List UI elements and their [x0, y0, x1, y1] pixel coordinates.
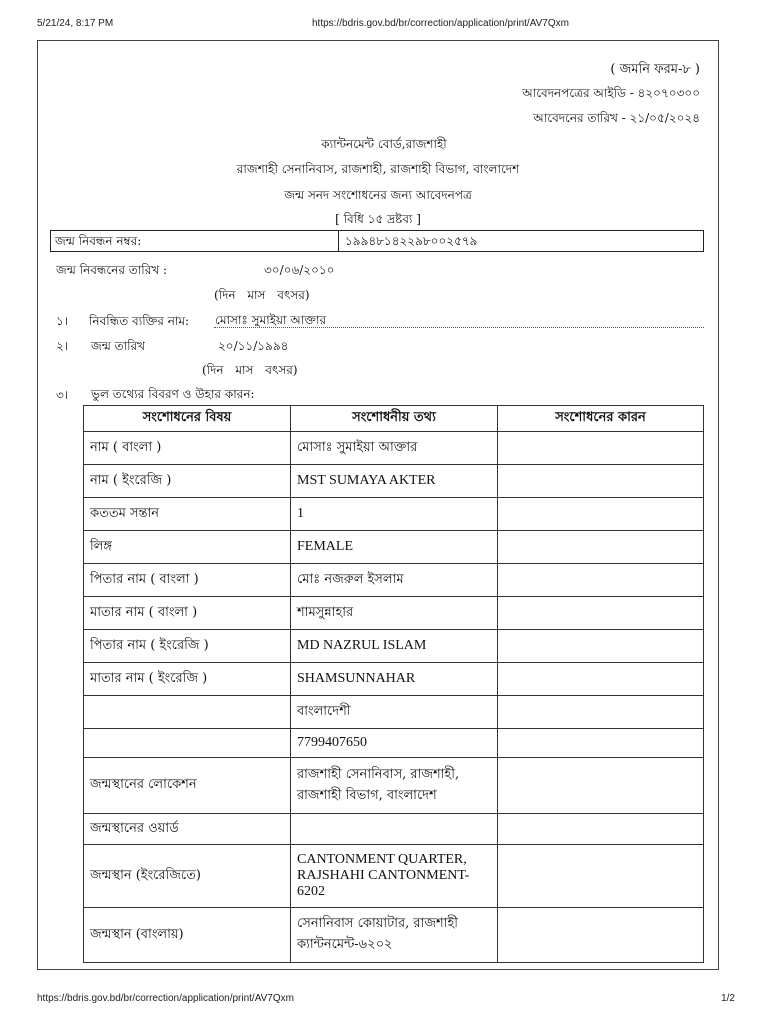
row-reason — [498, 432, 704, 465]
row-info: মোঃ নজরুল ইসলাম — [291, 564, 498, 597]
registration-number-label: জন্ম নিবন্ধন নম্বর: — [51, 231, 339, 251]
page-number: 1/2 — [721, 993, 735, 1004]
row-info: সেনানিবাস কোয়াটার, রাজশাহী ক্যান্টনমেন্ট-৬২০২ — [291, 908, 498, 963]
correction-table — [83, 405, 704, 963]
row-info: MD NAZRUL ISLAM — [291, 630, 498, 663]
row-subject: জন্মস্থান (ইংরেজিতে) — [84, 845, 291, 908]
row-info: MST SUMAYA AKTER — [291, 465, 498, 498]
dob-format: (দিন মাস বৎসর) — [202, 363, 298, 377]
registered-name-value: মোসাঃ সুমাইয়া আক্তার — [215, 313, 327, 327]
row-reason — [498, 663, 704, 696]
registered-name-label: নিবন্ধিত ব্যক্তির নাম: — [89, 314, 190, 328]
print-url-header: https://bdris.gov.bd/br/correction/application/print/AV7Qxm — [312, 18, 569, 29]
row-info — [291, 814, 498, 845]
table-row — [84, 729, 704, 758]
row-reason — [498, 845, 704, 908]
row-info: শামসুন্নাহার — [291, 597, 498, 630]
dob-label: জন্ম তারিখ — [91, 339, 146, 353]
table-row — [84, 465, 704, 498]
row-reason — [498, 597, 704, 630]
row-reason — [498, 814, 704, 845]
table-row — [84, 845, 704, 908]
table-row — [84, 597, 704, 630]
row-subject — [84, 729, 291, 758]
table-row — [84, 564, 704, 597]
row-reason — [498, 465, 704, 498]
table-row — [84, 531, 704, 564]
row-subject: কততম সন্তান — [84, 498, 291, 531]
row-subject: জন্মস্থানের ওয়ার্ড — [84, 814, 291, 845]
row-reason — [498, 696, 704, 729]
row-reason — [498, 531, 704, 564]
rule-reference: [ বিধি ১৫ দ্রষ্টব্য ] — [335, 212, 421, 226]
row-subject: মাতার নাম ( বাংলা ) — [84, 597, 291, 630]
row-subject: পিতার নাম ( ইংরেজি ) — [84, 630, 291, 663]
row-info: রাজশাহী সেনানিবাস, রাজশাহী, রাজশাহী বিভাগ, বাংলাদেশ — [291, 758, 498, 814]
row-subject: পিতার নাম ( বাংলা ) — [84, 564, 291, 597]
row-reason — [498, 729, 704, 758]
print-datetime: 5/21/24, 8:17 PM — [37, 18, 114, 29]
row-subject: নাম ( ইংরেজি ) — [84, 465, 291, 498]
row-subject — [84, 696, 291, 729]
office-name: ক্যান্টনমেন্ট বোর্ড,রাজশাহী — [321, 137, 447, 151]
table-row — [84, 432, 704, 465]
registration-number-value: ১৯৯৪৮১৪২২৯৮০০২৫৭৯ — [345, 234, 478, 248]
table-row — [84, 498, 704, 531]
row-subject: নাম ( বাংলা ) — [84, 432, 291, 465]
row-reason — [498, 758, 704, 814]
table-row — [84, 758, 704, 814]
row-reason — [498, 564, 704, 597]
row-info: বাংলাদেশী — [291, 696, 498, 729]
row-info: 7799407650 — [291, 729, 498, 758]
table-header-row — [84, 406, 704, 432]
table-row — [84, 630, 704, 663]
row-info: CANTONMENT QUARTER, RAJSHAHI CANTONMENT-6202 — [291, 845, 498, 908]
item-2-number: ২। — [56, 339, 69, 353]
print-url-footer: https://bdris.gov.bd/br/correction/application/print/AV7Qxm — [37, 993, 294, 1004]
form-number: ( জমনি ফরম-৮ ) — [610, 62, 700, 77]
application-date: আবেদনের তারিখ - ২১/০৫/২০২৪ — [533, 111, 700, 125]
row-info: মোসাঃ সুমাইয়া আক্তার — [291, 432, 498, 465]
row-info: SHAMSUNNAHAR — [291, 663, 498, 696]
table-row — [84, 908, 704, 963]
row-subject: লিঙ্গ — [84, 531, 291, 564]
row-subject: মাতার নাম ( ইংরেজি ) — [84, 663, 291, 696]
row-reason — [498, 908, 704, 963]
error-details-label: ভুল তথ্যের বিবরণ ও উহার কারন: — [91, 387, 255, 401]
registration-date-format: (দিন মাস বৎসর) — [214, 288, 310, 302]
row-info: 1 — [291, 498, 498, 531]
application-id: আবেদনপত্রের আইডি - ৪২০৭০৩০০ — [522, 86, 700, 100]
row-reason — [498, 498, 704, 531]
form-title: জন্ম সনদ সংশোধনের জন্য আবেদনপত্র — [284, 188, 472, 202]
row-subject: জন্মস্থানের লোকেশন — [84, 758, 291, 814]
header-subject: সংশোধনের বিষয় — [84, 406, 291, 432]
table-row — [84, 696, 704, 729]
item-3-number: ৩। — [56, 388, 69, 402]
table-row — [84, 663, 704, 696]
item-1-number: ১। — [56, 314, 69, 328]
row-info: FEMALE — [291, 531, 498, 564]
name-dotted-line — [214, 327, 704, 328]
dob-value: ২০/১১/১৯৯৪ — [218, 339, 289, 353]
header-info: সংশোধনীয় তথ্য — [291, 406, 498, 432]
office-address: রাজশাহী সেনানিবাস, রাজশাহী, রাজশাহী বিভাগ, বাংলাদেশ — [236, 162, 520, 176]
row-subject: জন্মস্থান (বাংলায়) — [84, 908, 291, 963]
registration-date-label: জন্ম নিবন্ধনের তারিখ : — [56, 263, 168, 277]
registration-date-value: ৩০/০৬/২০১০ — [264, 263, 335, 277]
table-row — [84, 814, 704, 845]
header-reason: সংশোধনের কারন — [498, 406, 704, 432]
registration-number-box — [50, 230, 704, 252]
row-reason — [498, 630, 704, 663]
